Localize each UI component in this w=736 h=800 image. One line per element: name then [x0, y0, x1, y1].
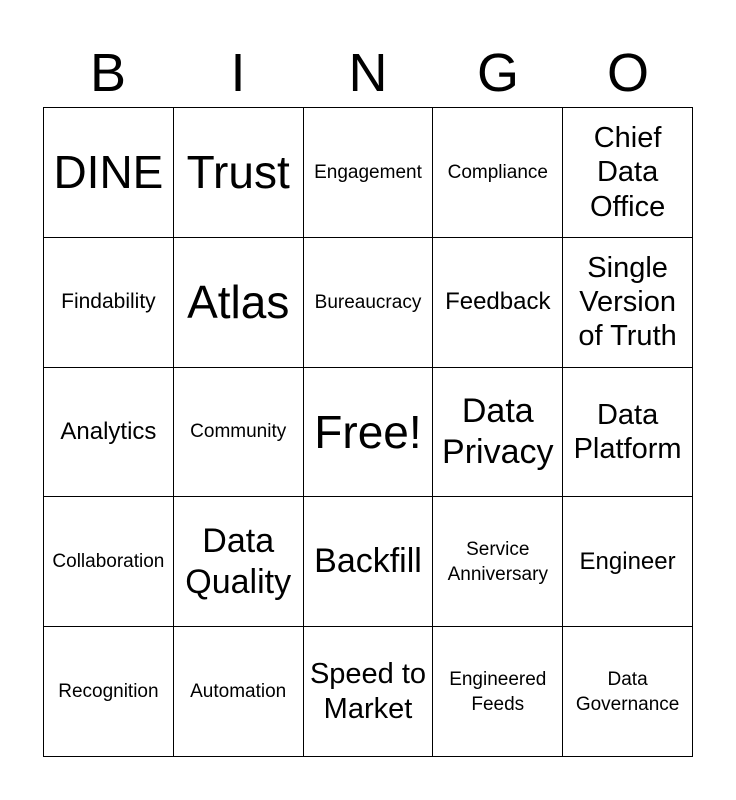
cell-label: Collaboration	[52, 551, 165, 573]
bingo-cell[interactable]	[44, 108, 174, 238]
cell-label: Service Anniversary	[447, 538, 548, 585]
bingo-cell[interactable]	[174, 368, 304, 498]
cell-label: Data Quality	[185, 521, 292, 601]
cell-label: Engineer	[579, 547, 676, 575]
cell-label: Recognition	[58, 681, 159, 703]
bingo-cell[interactable]	[563, 108, 693, 238]
bingo-cell[interactable]	[174, 238, 304, 368]
bingo-cell[interactable]	[174, 497, 304, 627]
cell-label: Data Privacy	[442, 392, 554, 471]
bingo-cell[interactable]	[433, 238, 563, 368]
bingo-cell[interactable]	[304, 497, 434, 627]
cell-label: Feedback	[445, 288, 551, 316]
bingo-grid	[43, 107, 693, 757]
bingo-header	[43, 42, 693, 104]
header-letter-o: O	[606, 43, 649, 103]
cell-label: Community	[190, 421, 287, 443]
cell-label: Bureaucracy	[314, 291, 422, 313]
bingo-cell[interactable]	[563, 497, 693, 627]
cell-label: Findability	[61, 289, 156, 313]
cell-label: Single Version of Truth	[578, 251, 677, 353]
cell-label: Chief Data Office	[589, 122, 666, 223]
cell-label: Data Platform	[573, 398, 682, 465]
bingo-cell[interactable]	[433, 368, 563, 498]
bingo-cell[interactable]	[44, 238, 174, 368]
bingo-cell[interactable]	[44, 627, 174, 757]
header-letter-i: I	[230, 43, 246, 103]
bingo-cell[interactable]	[174, 108, 304, 238]
cell-label: Data Governance	[575, 668, 680, 715]
cell-label: Speed to Market	[309, 658, 427, 725]
cell-label: Trust	[186, 146, 290, 199]
bingo-cell[interactable]	[44, 368, 174, 498]
bingo-cell[interactable]	[563, 368, 693, 498]
cell-label: Atlas	[187, 276, 290, 329]
bingo-cell[interactable]	[563, 627, 693, 757]
cell-label: Engagement	[314, 161, 422, 183]
bingo-cell[interactable]	[433, 627, 563, 757]
cell-label: Free!	[314, 405, 422, 458]
header-letter-b: B	[89, 43, 127, 103]
bingo-cell[interactable]	[433, 108, 563, 238]
cell-label: DINE	[53, 146, 164, 199]
header-letter-n: N	[348, 43, 388, 103]
bingo-cell[interactable]	[304, 627, 434, 757]
header-letter-g: G	[476, 43, 519, 103]
free-space[interactable]	[304, 368, 434, 498]
cell-label: Engineered Feeds	[449, 668, 547, 715]
cell-label: Automation	[190, 681, 287, 703]
cell-label: Analytics	[60, 417, 157, 445]
bingo-cell[interactable]	[304, 238, 434, 368]
bingo-cell[interactable]	[433, 497, 563, 627]
bingo-cell[interactable]	[563, 238, 693, 368]
cell-label: Backfill	[314, 542, 422, 581]
cell-label: Compliance	[447, 161, 548, 183]
bingo-cell[interactable]	[44, 497, 174, 627]
bingo-cell[interactable]	[304, 108, 434, 238]
bingo-cell[interactable]	[174, 627, 304, 757]
